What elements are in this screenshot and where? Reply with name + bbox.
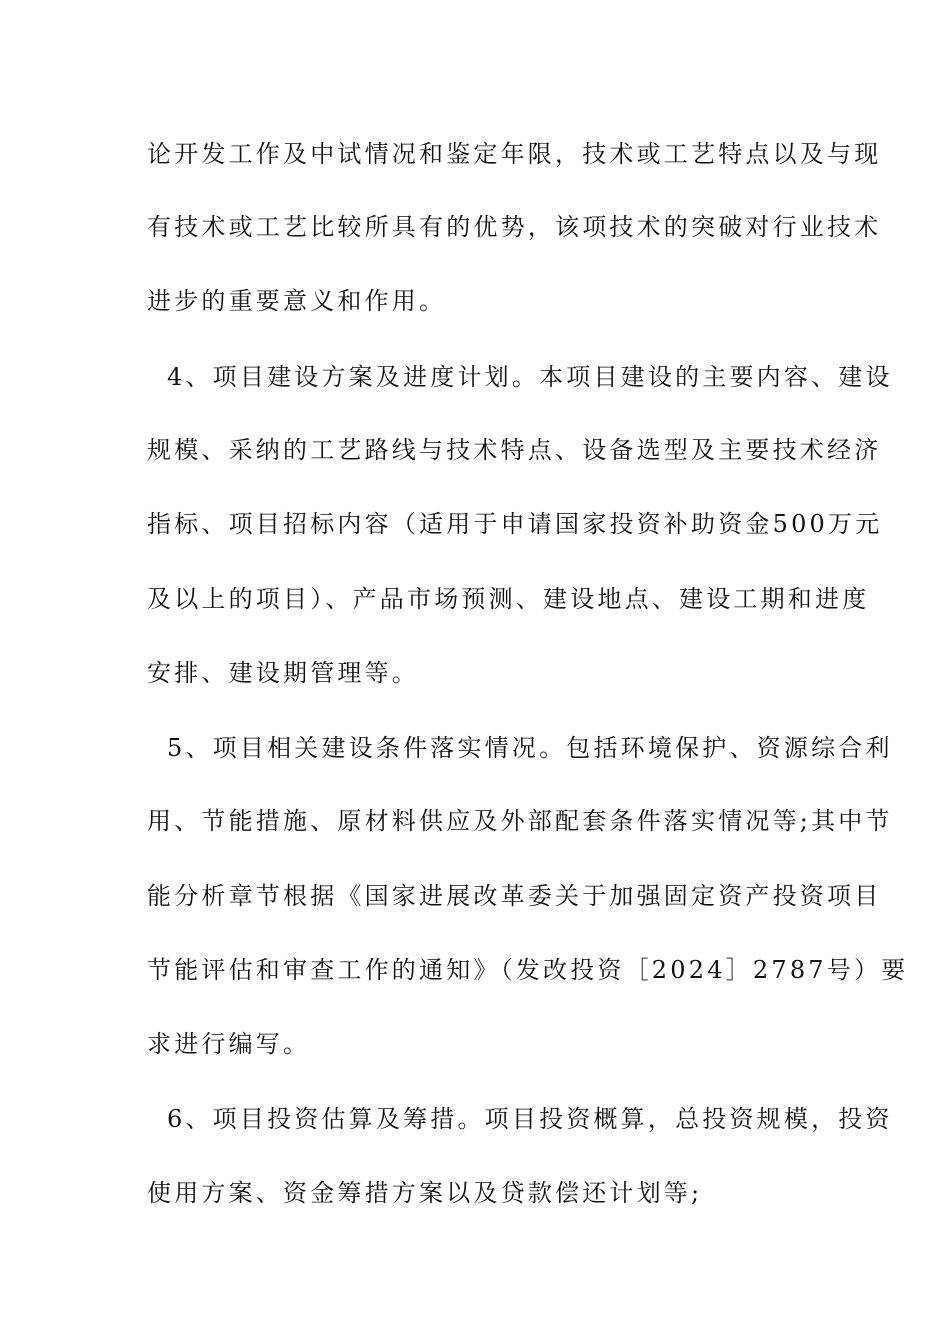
text-line: 节能评估和审查工作的通知》（发改投资［2024］2787号）要 [147,956,909,984]
text-line: 使用方案、资金筹措方案以及贷款偿还计划等; [147,1179,703,1207]
text-line: 有技术或工艺比较所具有的优势，该项技术的突破对行业技术 [147,213,882,241]
text-line: 能分析章节根据《国家进展改革委关于加强固定资产投资项目 [147,882,882,910]
text-line: 用、节能措施、原材料供应及外部配套条件落实情况等;其中节 [147,807,893,835]
text-line: 求进行编写。 [147,1030,311,1058]
text-line: 安排、建设期管理等。 [147,659,419,687]
paragraph-start-line: 4、项目建设方案及进度计划。本项目建设的主要内容、建设 [167,363,893,391]
text-line: 进步的重要意义和作用。 [147,287,447,315]
text-line: 及以上的项目）、产品市场预测、建设地点、建设工期和进度 [147,585,870,613]
paragraph-start-line: 5、项目相关建设条件落实情况。包括环境保护、资源综合利 [167,734,893,762]
text-line: 论开发工作及中试情况和鉴定年限，技术或工艺特点以及与现 [147,140,882,168]
paragraph-start-line: 6、项目投资估算及筹措。项目投资概算，总投资规模，投资 [167,1105,893,1133]
text-line: 规模、采纳的工艺路线与技术特点、设备选型及主要技术经济 [147,436,882,464]
text-line: 指标、项目招标内容（适用于申请国家投资补助资金500万元 [147,510,883,538]
